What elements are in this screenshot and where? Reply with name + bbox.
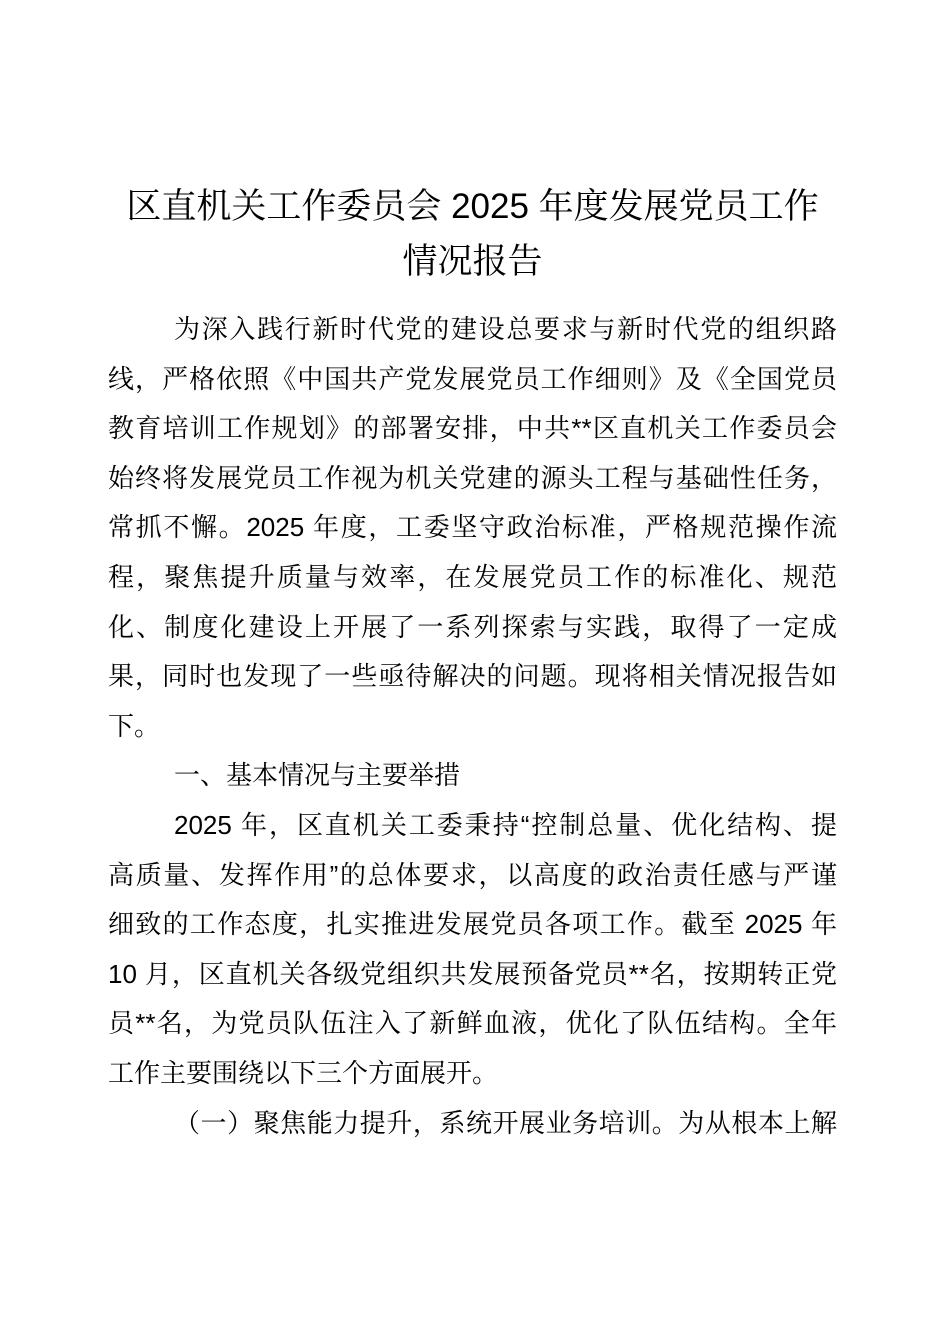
text-line: 员**名，为党员队伍注入了新鲜血液，优化了队伍结构。全年 [108, 1008, 837, 1039]
paragraph-subsection-1 [108, 1099, 837, 1149]
text-line: 工作主要围绕以下三个方面展开。 [108, 1057, 499, 1088]
text-line: 程，聚焦提升质量与效率，在发展党员工作的标准化、规范 [108, 561, 837, 592]
title-line-2: 情况报告 [402, 242, 543, 281]
document-title [108, 179, 837, 289]
text-line: 10 月，区直机关各级党组织共发展预备党员**名，按期转正党 [108, 958, 837, 989]
text-line: 高质量、发挥作用”的总体要求，以高度的政治责任感与严谨 [108, 859, 837, 890]
section-heading-1 [108, 751, 837, 801]
paragraph-intro [108, 305, 837, 751]
text-line: 果，同时也发现了一些亟待解决的问题。现将相关情况报告如 [108, 661, 837, 692]
title-line-1: 区直机关工作委员会 2025 年度发展党员工作 [126, 187, 819, 226]
text-line: 细致的工作态度，扎实推进发展党员各项工作。截至 2025 年 [108, 909, 837, 940]
heading-line: 一、基本情况与主要举措 [174, 760, 461, 791]
text-line: 化、制度化建设上开展了一系列探索与实践，取得了一定成 [108, 611, 837, 642]
paragraph-overview [108, 801, 837, 1099]
text-line: 为深入践行新时代党的建设总要求与新时代党的组织路 [174, 314, 837, 344]
text-line: （一）聚焦能力提升，系统开展业务培训。为从根本上解 [174, 1107, 837, 1138]
text-line: 教育培训工作规划》的部署安排，中共**区直机关工作委员会 [108, 413, 837, 444]
text-line: 始终将发展党员工作视为机关党建的源头工程与基础性任务， [108, 462, 837, 493]
text-line: 下。 [108, 710, 161, 741]
text-line: 2025 年，区直机关工委秉持“控制总量、优化结构、提 [174, 809, 837, 840]
document-body [108, 305, 837, 1148]
text-line: 线，严格依照《中国共产党发展党员工作细则》及《全国党员 [108, 363, 837, 394]
text-line: 常抓不懈。2025 年度，工委坚守政治标准，严格规范操作流 [108, 512, 837, 543]
